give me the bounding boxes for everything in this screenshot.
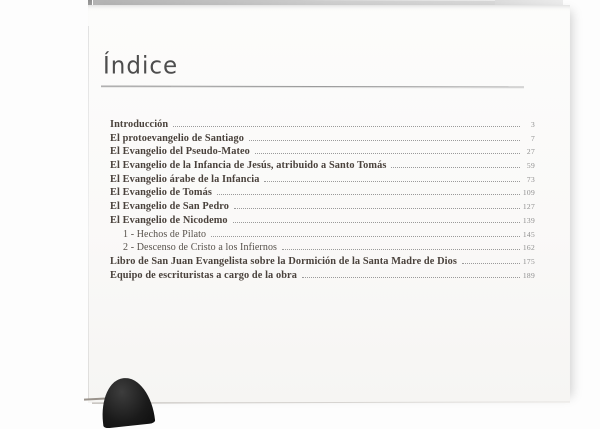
toc-entry-label: El Evangelio de San Pedro bbox=[110, 201, 230, 213]
dotted-leader bbox=[391, 159, 520, 168]
dotted-leader bbox=[211, 228, 520, 237]
toc-entry-page-number: 27 bbox=[526, 147, 535, 157]
toc-entry bbox=[110, 159, 535, 173]
toc-entry bbox=[110, 132, 535, 146]
toc-entry-label: El protoevangelio de Santiago bbox=[110, 132, 245, 144]
toc-entry-page-number: 139 bbox=[522, 215, 535, 225]
toc-entry bbox=[110, 228, 535, 242]
dotted-leader bbox=[255, 145, 520, 154]
toc-entry-label: Libro de San Juan Evangelista sobre la Dormición de la Santa Madre de Dios bbox=[110, 255, 457, 267]
toc-entry bbox=[110, 269, 535, 283]
toc-entry-page-number: 59 bbox=[526, 161, 535, 171]
dotted-leader bbox=[264, 173, 520, 182]
toc-entry bbox=[110, 145, 535, 159]
toc-entry-page-number: 7 bbox=[530, 133, 535, 143]
dotted-leader bbox=[234, 200, 520, 209]
toc-entry-page-number: 3 bbox=[530, 120, 535, 129]
dotted-leader bbox=[302, 269, 520, 278]
index-page-content bbox=[88, 5, 570, 403]
dotted-leader bbox=[282, 241, 520, 250]
toc-entry-label: El Evangelio de la Infancia de Jesús, atribuido a Santo Tomás bbox=[110, 160, 387, 172]
toc-entry bbox=[110, 214, 535, 228]
toc-entry-label: 2 - Descenso de Cristo a los Infiernos bbox=[123, 242, 278, 254]
toc-entry-page-number: 162 bbox=[522, 243, 535, 253]
toc-entry bbox=[110, 255, 535, 269]
toc-entry-page-number: 127 bbox=[522, 202, 535, 212]
toc-entry-page-number: 109 bbox=[522, 188, 535, 198]
table-of-contents bbox=[110, 118, 535, 282]
toc-entry-page-number: 73 bbox=[526, 174, 535, 184]
toc-entry-label: El Evangelio de Tomás bbox=[110, 187, 212, 199]
toc-entry-label: Introducción bbox=[110, 119, 169, 130]
page-bottom-edge bbox=[92, 401, 570, 403]
toc-entry bbox=[110, 118, 535, 132]
toc-entry bbox=[110, 241, 535, 255]
toc-entry-label: El Evangelio de Nicodemo bbox=[110, 214, 228, 226]
toc-entry bbox=[110, 186, 535, 200]
toc-entry-page-number: 175 bbox=[522, 256, 535, 266]
dotted-leader bbox=[249, 132, 520, 141]
title-underline-rule bbox=[101, 86, 524, 88]
toc-entry bbox=[110, 200, 535, 214]
toc-entry-label: 1 - Hechos de Pilato bbox=[123, 228, 207, 240]
dotted-leader bbox=[233, 214, 520, 223]
dotted-leader bbox=[462, 255, 520, 264]
page-title: Índice bbox=[103, 52, 179, 80]
toc-entry-label: El Evangelio del Pseudo-Mateo bbox=[110, 146, 250, 158]
toc-entry-page-number: 189 bbox=[522, 270, 535, 280]
toc-entry-page-number: 145 bbox=[522, 229, 535, 239]
dotted-leader bbox=[173, 118, 520, 127]
toc-entry-label: Equipo de escrituristas a cargo de la obra bbox=[110, 269, 297, 281]
toc-entry bbox=[110, 173, 535, 187]
dotted-leader bbox=[217, 186, 520, 195]
toc-entry-label: El Evangelio árabe de la Infancia bbox=[110, 173, 260, 185]
